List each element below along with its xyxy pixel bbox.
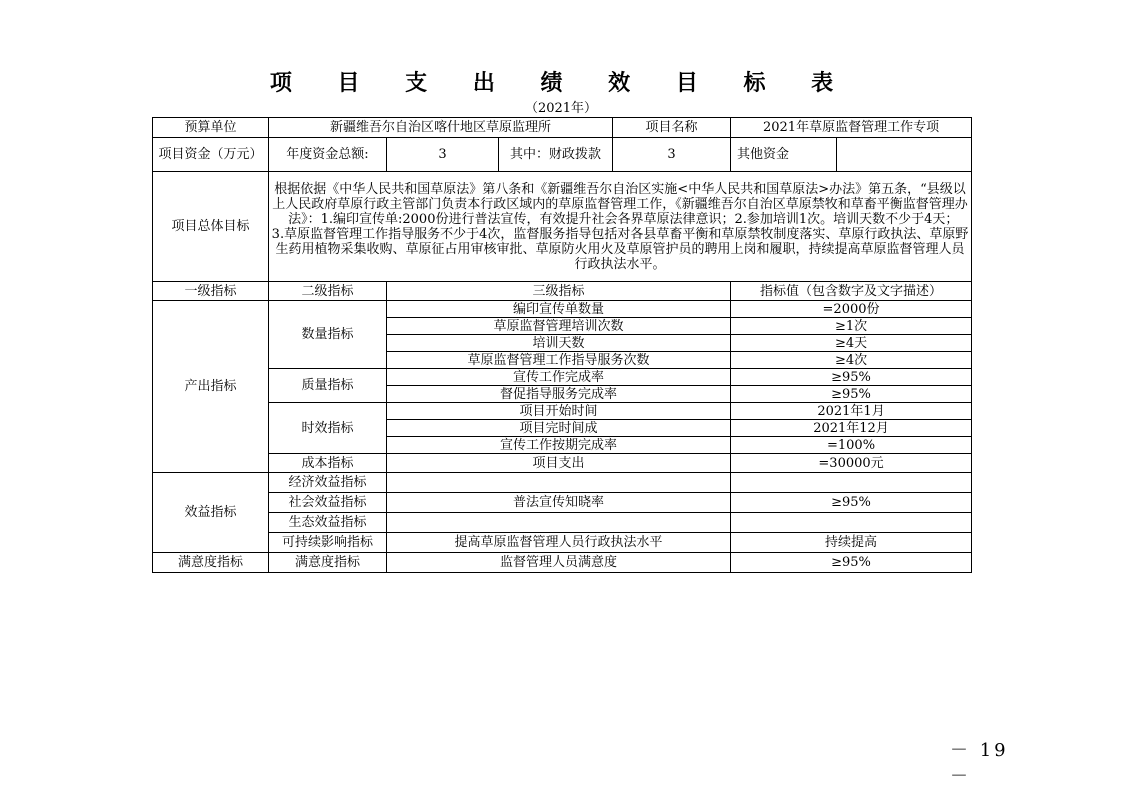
annual-total-value: 3: [387, 138, 499, 172]
timeliness-indicators-label: 时效指标: [269, 403, 387, 454]
economic-benefit-label: 经济效益指标: [269, 473, 387, 493]
project-funds-label: 项目资金（万元）: [153, 138, 269, 172]
indicator-value: [731, 513, 972, 533]
indicator-value: =2000份: [731, 301, 972, 318]
column-header-level2: 二级指标: [269, 282, 387, 301]
indicator-name: 草原监督管理工作指导服务次数: [387, 352, 731, 369]
table-row: [153, 513, 972, 533]
satisfaction-indicators-label: 满意度指标: [153, 553, 269, 573]
other-funds-label: 其他资金: [731, 138, 837, 172]
indicator-value: =100%: [731, 437, 972, 454]
sustainable-impact-label: 可持续影响指标: [269, 533, 387, 553]
table-row: [153, 553, 972, 573]
indicator-name: 草原监督管理培训次数: [387, 318, 731, 335]
fiscal-funds-value: 3: [613, 138, 731, 172]
indicator-value: 2021年12月: [731, 420, 972, 437]
quality-indicators-label: 质量指标: [269, 369, 387, 403]
indicator-value: ≥4次: [731, 352, 972, 369]
overall-goal-label: 项目总体目标: [153, 172, 269, 282]
table-header-row: [153, 282, 972, 301]
indicator-name: [387, 513, 731, 533]
annual-total-label: 年度资金总额:: [269, 138, 387, 172]
overall-goal-text: 根据依据《中华人民共和国草原法》第八条和《新疆维吾尔自治区实施<中华人民共和国草原法>办法》第五条，“县级以上人民政府草原行政主管部门负责本行政区域内的草原监督管理工作，《新疆维吾尔自治区草原禁牧和草畜平衡监督管理办法》：1.编印宣传单:2000份进行普法宣传，有效提升社会各界草原法律意识；2.参加培训1次。培训天数不少于4天； 3.草原监督管理工作指导服务不少于4次，监督服务指导包括对各县草畜平衡和草原禁牧制度落实、草原行政执法、草原野生药用植物采集收购、草原征占用审核审批、草原防火用火及草原管护员的聘用上岗和履职，持续提高草原监督管理人员行政执法水平。: [269, 172, 972, 282]
year-subtitle: （2021年）: [524, 101, 598, 116]
indicator-name: 普法宣传知晓率: [387, 493, 731, 513]
indicator-name: 项目支出: [387, 454, 731, 473]
indicator-value: ≥95%: [731, 553, 972, 573]
column-header-value: 指标值（包含数字及文字描述）: [731, 282, 972, 301]
output-indicators-label: 产出指标: [153, 301, 269, 473]
project-name-value: 2021年草原监督管理工作专项: [731, 118, 972, 138]
indicator-value: 持续提高: [731, 533, 972, 553]
indicator-name: 监督管理人员满意度: [387, 553, 731, 573]
column-header-level1: 一级指标: [153, 282, 269, 301]
satisfaction-sub-label: 满意度指标: [269, 553, 387, 573]
indicator-name: [387, 473, 731, 493]
indicator-value: ≥95%: [731, 386, 972, 403]
indicator-name: 项目完时间成: [387, 420, 731, 437]
table-row: [153, 403, 972, 420]
table-row: [153, 473, 972, 493]
table-row: [153, 454, 972, 473]
cost-indicators-label: 成本指标: [269, 454, 387, 473]
other-funds-value: [837, 138, 972, 172]
table-row: [153, 493, 972, 513]
table-row: [153, 369, 972, 386]
budget-unit-label: 预算单位: [153, 118, 269, 138]
indicator-value: ≥95%: [731, 369, 972, 386]
page-title: 项 目 支 出 绩 效 目 标 表: [269, 71, 853, 96]
table-row: [153, 172, 972, 282]
benefit-indicators-label: 效益指标: [153, 473, 269, 553]
social-benefit-label: 社会效益指标: [269, 493, 387, 513]
indicator-value: ≥4天: [731, 335, 972, 352]
project-name-label: 项目名称: [613, 118, 731, 138]
indicator-value: ≥95%: [731, 493, 972, 513]
table-row: [153, 533, 972, 553]
ecological-benefit-label: 生态效益指标: [269, 513, 387, 533]
page-number: － 19 －: [950, 740, 1009, 787]
table-row: [153, 118, 972, 138]
indicator-name: 宣传工作按期完成率: [387, 437, 731, 454]
indicator-value: 2021年1月: [731, 403, 972, 420]
indicator-name: 项目开始时间: [387, 403, 731, 420]
indicator-value: ≥1次: [731, 318, 972, 335]
fiscal-funds-label: 其中：财政拨款: [499, 138, 613, 172]
indicator-name: 督促指导服务完成率: [387, 386, 731, 403]
indicator-name: 编印宣传单数量: [387, 301, 731, 318]
performance-target-table: [152, 117, 1095, 573]
budget-unit-value: 新疆维吾尔自治区喀什地区草原监理所: [269, 118, 613, 138]
indicator-value: [731, 473, 972, 493]
indicator-value: =30000元: [731, 454, 972, 473]
indicator-name: 培训天数: [387, 335, 731, 352]
column-header-level3: 三级指标: [387, 282, 731, 301]
indicator-name: 提高草原监督管理人员行政执法水平: [387, 533, 731, 553]
quantity-indicators-label: 数量指标: [269, 301, 387, 369]
indicator-name: 宣传工作完成率: [387, 369, 731, 386]
table-row: [153, 301, 972, 318]
table-row: [153, 138, 972, 172]
